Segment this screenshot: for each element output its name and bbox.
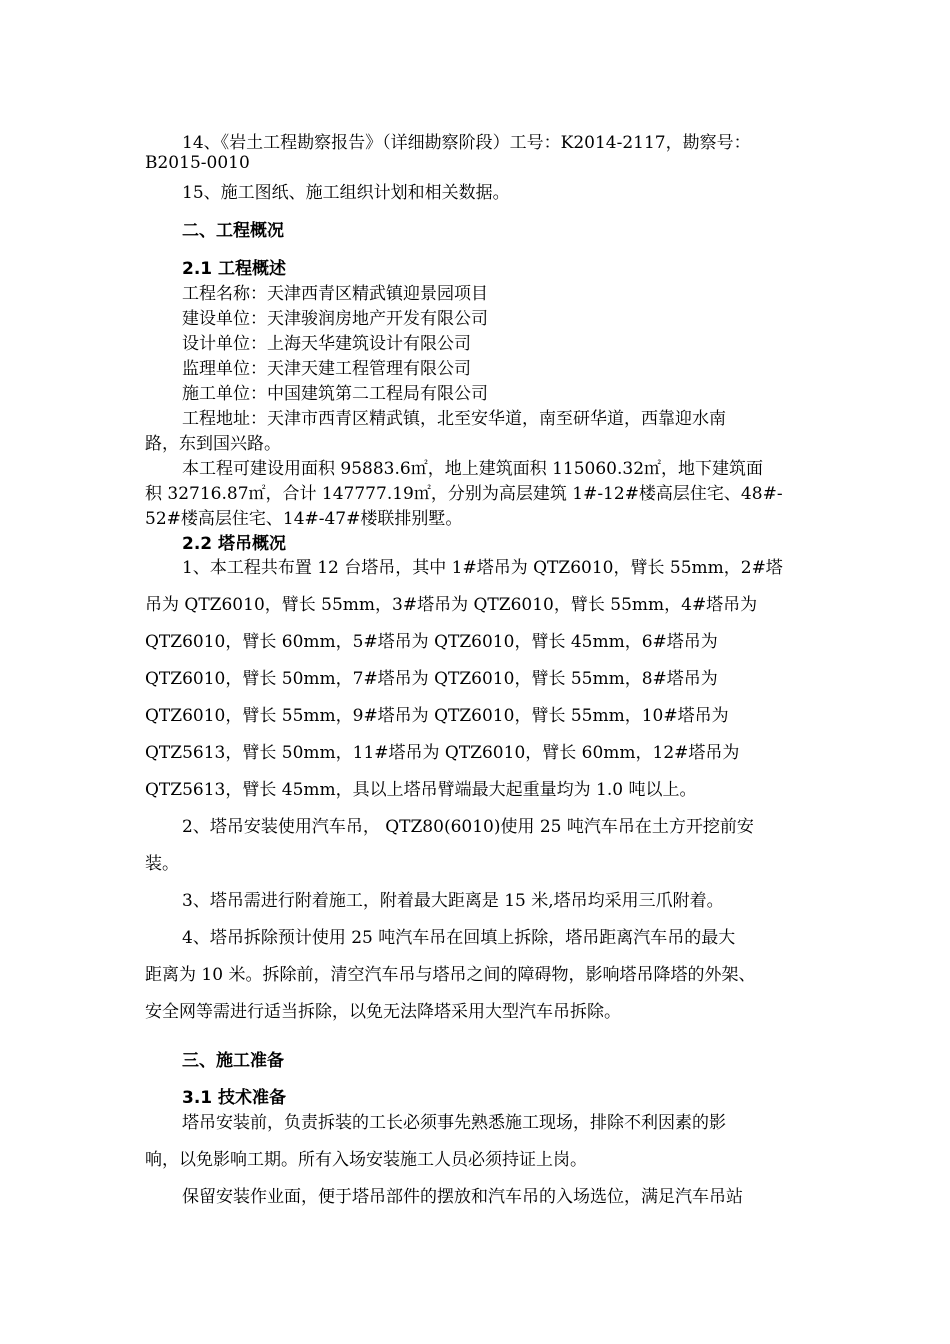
project-name: 工程名称：天津西青区精武镇迎景园项目 <box>182 284 488 304</box>
crane-item-1-cont: QTZ6010，臂长 50mm，7#塔吊为 QTZ6010，臂长 55mm，8#塔吊为 <box>145 669 718 689</box>
supervision-unit: 监理单位：天津天建工程管理有限公司 <box>182 359 471 379</box>
area-paragraph-cont: 积 32716.87㎡，合计 147777.19㎡，分别为高层建筑 1#-12#楼高层住宅、48#- <box>145 484 783 504</box>
project-address: 工程地址：天津市西青区精武镇，北至安华道，南至研华道，西靠迎水南 <box>182 409 726 429</box>
section-2-1-heading: 2.1 工程概述 <box>182 259 287 279</box>
crane-item-1-cont: QTZ5613，臂长 50mm，11#塔吊为 QTZ6010，臂长 60mm，12#塔吊为 <box>145 743 740 763</box>
project-address-cont: 路，东到国兴路。 <box>145 434 281 454</box>
section-3-1-heading: 3.1 技术准备 <box>182 1088 287 1108</box>
ref-item-14: 14、《岩土工程勘察报告》（详细勘察阶段）工号：K2014-2117，勘察号： <box>182 133 751 153</box>
crane-item-4-cont: 安全网等需进行适当拆除，以免无法降塔采用大型汽车吊拆除。 <box>145 1002 621 1022</box>
section-3-heading: 三、施工准备 <box>182 1051 284 1071</box>
ref-item-14-cont: B2015-0010 <box>145 153 250 173</box>
tech-prep-paragraph-2: 保留安装作业面，便于塔吊部件的摆放和汽车吊的入场选位，满足汽车吊站 <box>182 1187 743 1207</box>
design-unit: 设计单位：上海天华建筑设计有限公司 <box>182 334 471 354</box>
ref-item-15: 15、施工图纸、施工组织计划和相关数据。 <box>182 183 510 203</box>
crane-item-1: 1、本工程共布置 12 台塔吊，其中 1#塔吊为 QTZ6010，臂长 55mm，2#塔 <box>182 558 783 578</box>
crane-item-4: 4、塔吊拆除预计使用 25 吨汽车吊在回填上拆除，塔吊距离汽车吊的最大 <box>182 928 736 948</box>
crane-item-2: 2、塔吊安装使用汽车吊， QTZ80(6010)使用 25 吨汽车吊在土方开挖前安 <box>182 817 754 837</box>
crane-item-3: 3、塔吊需进行附着施工，附着最大距离是 15 米,塔吊均采用三爪附着。 <box>182 891 724 911</box>
crane-item-1-cont: 吊为 QTZ6010，臂长 55mm，3#塔吊为 QTZ6010，臂长 55mm，4#塔吊为 <box>145 595 758 615</box>
construction-unit: 施工单位：中国建筑第二工程局有限公司 <box>182 384 488 404</box>
area-paragraph-cont: 52#楼高层住宅、14#-47#楼联排别墅。 <box>145 509 463 529</box>
builder-unit: 建设单位：天津骏润房地产开发有限公司 <box>182 309 488 329</box>
section-2-2-heading: 2.2 塔吊概况 <box>182 534 287 554</box>
crane-item-2-cont: 装。 <box>145 854 179 874</box>
crane-item-1-cont: QTZ6010，臂长 55mm，9#塔吊为 QTZ6010，臂长 55mm，10#塔吊为 <box>145 706 729 726</box>
crane-item-1-cont: QTZ6010，臂长 60mm，5#塔吊为 QTZ6010，臂长 45mm，6#塔吊为 <box>145 632 718 652</box>
section-2-heading: 二、工程概况 <box>182 221 284 241</box>
tech-prep-paragraph: 塔吊安装前，负责拆装的工长必须事先熟悉施工现场，排除不利因素的影 <box>182 1113 726 1133</box>
crane-item-1-cont: QTZ5613，臂长 45mm，具以上塔吊臂端最大起重量均为 1.0 吨以上。 <box>145 780 697 800</box>
area-paragraph: 本工程可建设用面积 95883.6㎡，地上建筑面积 115060.32㎡，地下建筑面 <box>182 459 764 479</box>
tech-prep-paragraph-cont: 响，以免影响工期。所有入场安装施工人员必须持证上岗。 <box>145 1150 587 1170</box>
crane-item-4-cont: 距离为 10 米。拆除前，清空汽车吊与塔吊之间的障碍物，影响塔吊降塔的外架、 <box>145 965 756 985</box>
